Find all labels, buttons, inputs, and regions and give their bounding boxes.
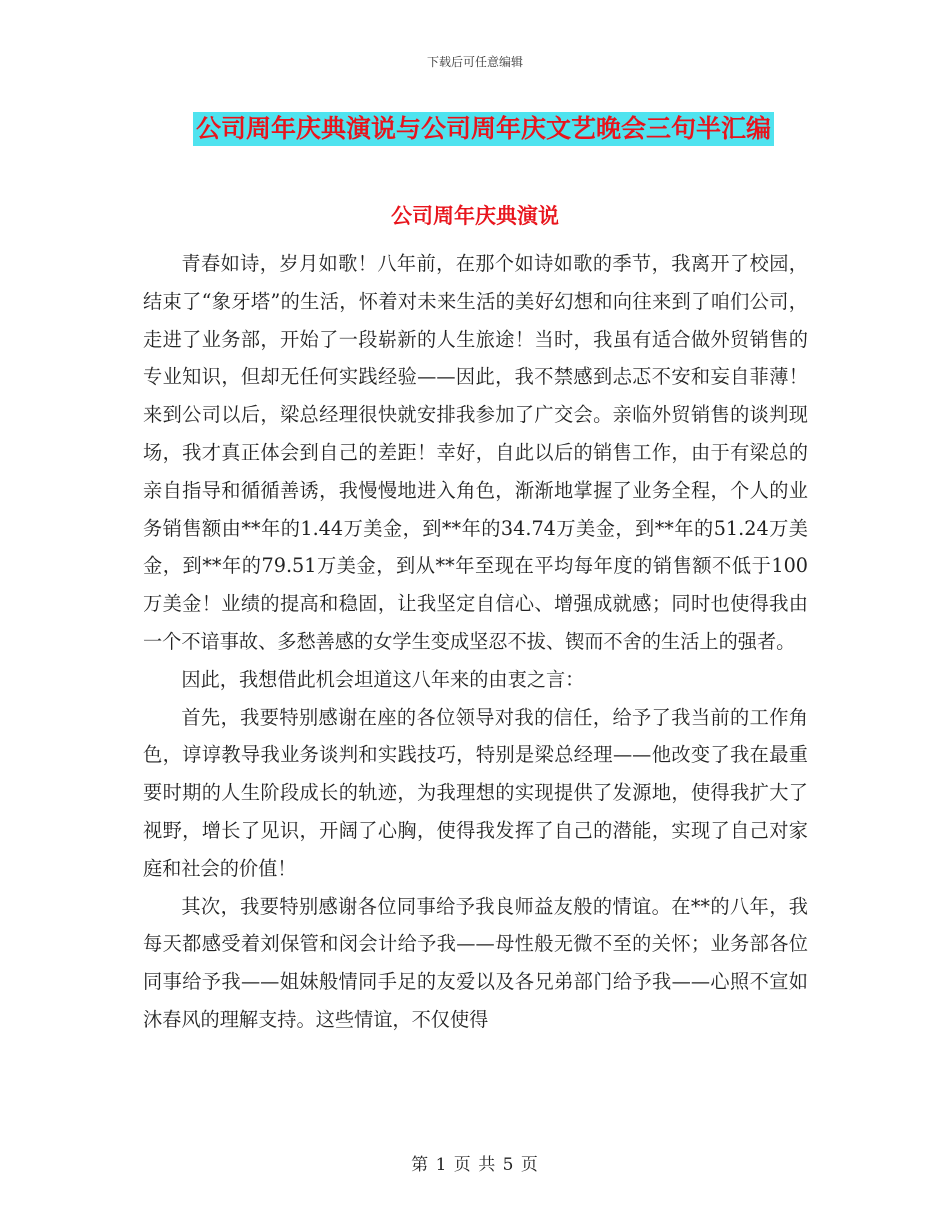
body-text <box>143 245 808 1039</box>
paragraph: 因此，我想借此机会坦道这八年来的由衷之言： <box>181 667 585 691</box>
paragraph: 其次，我要特别感谢各位同事给予我良师益友般的情谊。在**的八年，我每天都感受着刘保管和闵会计给予我——母性般无微不至的关怀；业务部各位同事给予我——姐妹般情同手足的友爱以及各兄弟部门给予我——心照不宣如沐春风的理解支持。这些情谊，不仅使得 <box>143 894 808 1031</box>
section-title: 公司周年庆典演说 <box>391 204 559 228</box>
page-number: 第 1 页 共 5 页 <box>411 1155 539 1175</box>
document-title: 公司周年庆典演说与公司周年庆文艺晚会三句半汇编 <box>193 112 774 146</box>
paragraph: 首先，我要特别感谢在座的各位领导对我的信任，给予了我当前的工作角色，谆谆教导我业务谈判和实践技巧，特别是梁总经理——他改变了我在最重要时期的人生阶段成长的轨迹，为我理想的实现提供了发源地，使得我扩大了视野，增长了见识，开阔了心胸，使得我发挥了自己的潜能，实现了自己对家庭和社会的价值！ <box>143 705 808 880</box>
header-note: 下载后可任意编辑 <box>426 55 523 69</box>
paragraph: 青春如诗，岁月如歌！八年前，在那个如诗如歌的季节，我离开了校园，结束了“象牙塔”的生活，怀着对未来生活的美好幻想和向往来到了咱们公司，走进了业务部，开始了一段崭新的人生旅途！当时，我虽有适合做外贸销售的专业知识，但却无任何实践经验——因此，我不禁感到忐忑不安和妄自菲薄！来到公司以后，梁总经理很快就安排我参加了广交会。亲临外贸销售的谈判现场，我才真正体会到自己的差距！幸好，自此以后的销售工作，由于有梁总的亲自指导和循循善诱，我慢慢地进入角色，渐渐地掌握了业务全程，个人的业务销售额由**年的1.44万美金，到**年的34.74万美金，到**年的51.24万美金，到**年的79.51万美金，到从**年至现在平均每年度的销售额不低于100万美金！业绩的提高和稳固，让我坚定自信心、增强成就感；同时也使得我由一个不谙事故、多愁善感的女学生变成坚忍不拔、锲而不舍的生活上的强者。 <box>143 252 808 653</box>
